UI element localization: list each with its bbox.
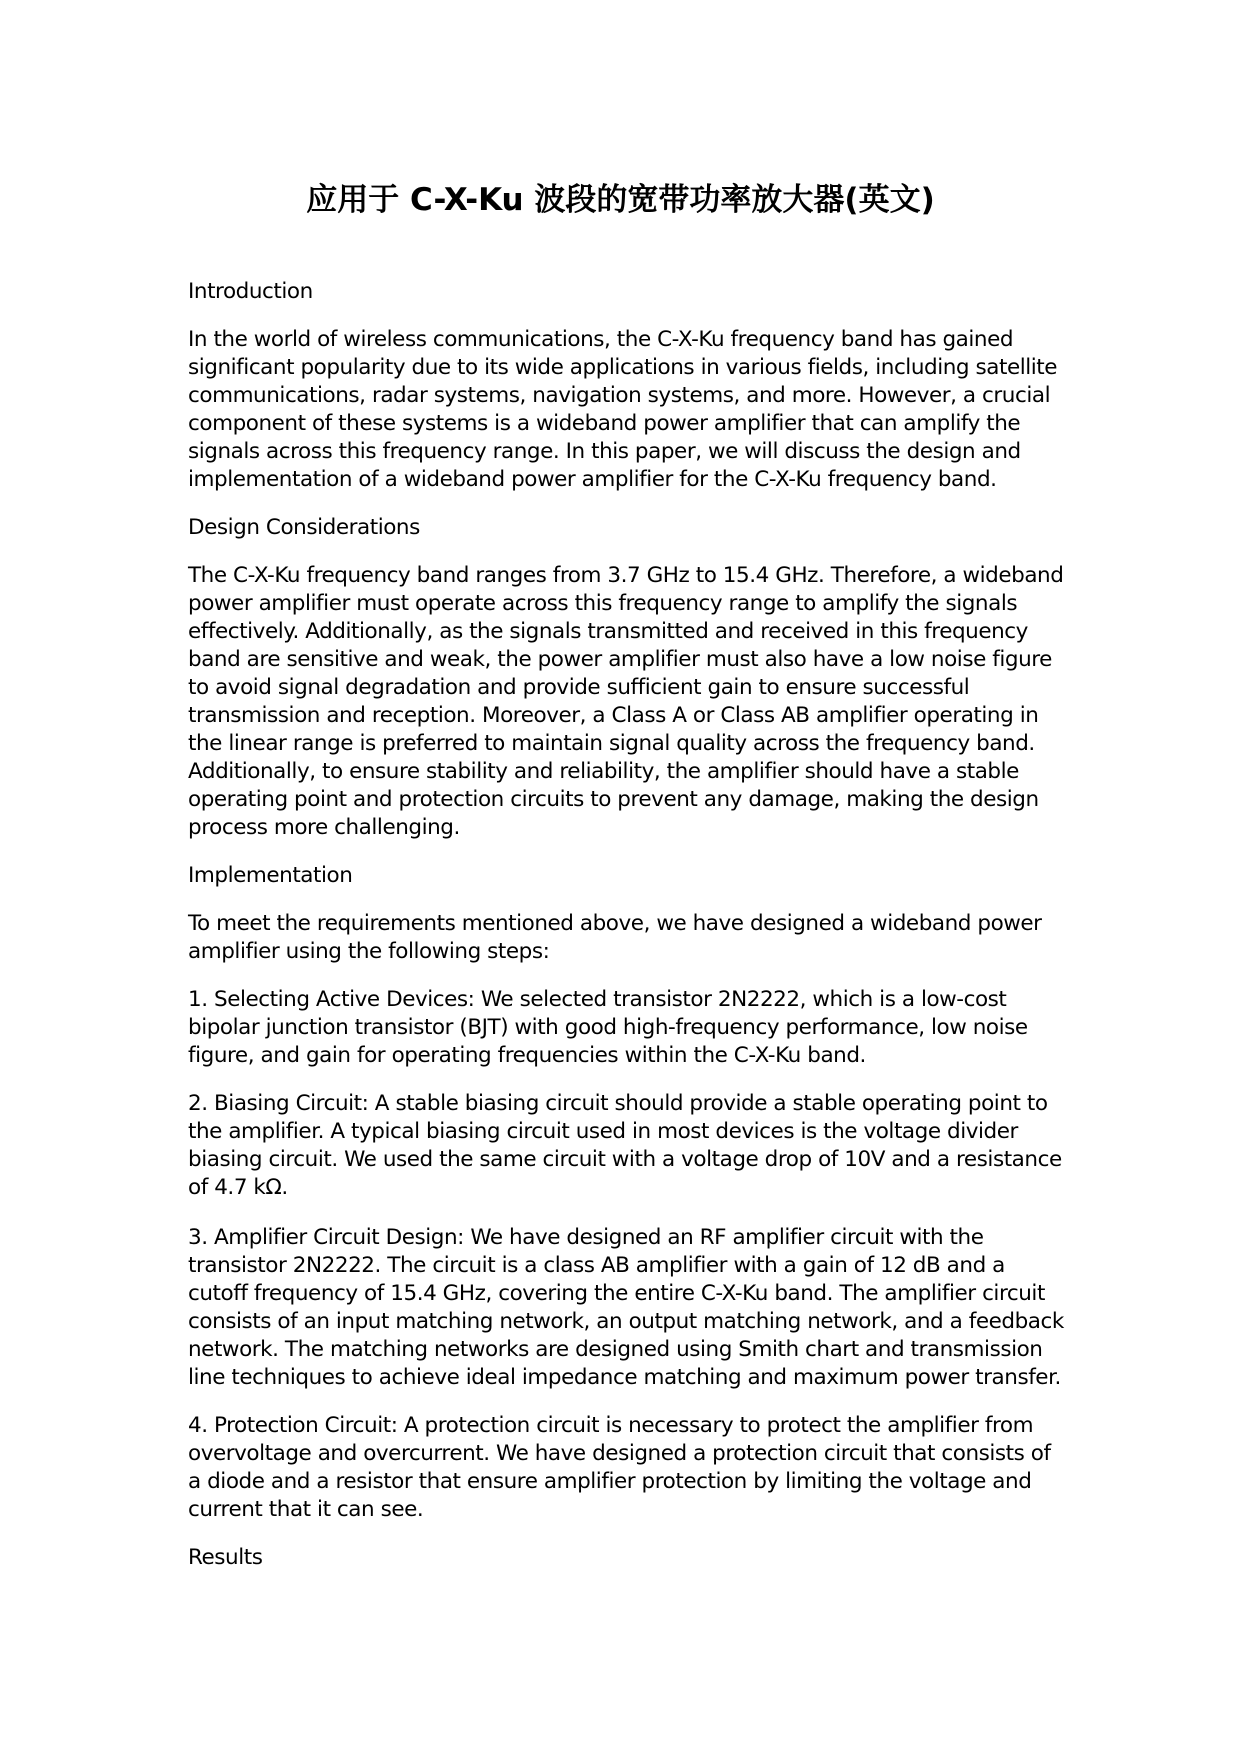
step-1-paragraph: 1. Selecting Active Devices: We selected transistor 2N2222, which is a low-cost bipolar junction transistor (BJT) with good high-frequency performance, low noise figure, and gain for operating frequencies within the C-X-Ku band. (188, 987, 1028, 1068)
implementation-intro-paragraph: To meet the requirements mentioned above, we have designed a wideband power amplifier using the following steps: (188, 911, 1042, 964)
introduction-paragraph: In the world of wireless communications, the C-X-Ku frequency band has gained significant popularity due to its wide applications in various fields, including satellite communications, radar systems, navigation systems, and more. However, a crucial component of these systems is a wideband power amplifier that can amplify the signals across this frequency range. In this paper, we will discuss the design and implementation of a wideband power amplifier for the C-X-Ku frequency band. (188, 327, 1058, 492)
design-considerations-paragraph: The C-X-Ku frequency band ranges from 3.7 GHz to 15.4 GHz. Therefore, a wideband power amplifier must operate across this frequency range to amplify the signals effectively. Additionally, as the signals transmitted and received in this frequency band are sensitive and weak, the power amplifier must also have a low noise figure to avoid signal degradation and provide sufficient gain to ensure successful transmission and reception. Moreover, a Class A or Class AB amplifier operating in the linear range is preferred to maintain signal quality across the frequency band. Additionally, to ensure stability and reliability, the amplifier should have a stable operating point and protection circuits to prevent any damage, making the design process more challenging. (188, 563, 1064, 840)
step-3-paragraph: 3. Amplifier Circuit Design: We have designed an RF amplifier circuit with the transistor 2N2222. The circuit is a class AB amplifier with a gain of 12 dB and a cutoff frequency of 15.4 GHz, covering the entire C-X-Ku band. The amplifier circuit consists of an input matching network, an output matching network, and a feedback network. The matching networks are designed using Smith chart and transmission line techniques to achieve ideal impedance matching and maximum power transfer. (188, 1225, 1064, 1390)
introduction-heading: Introduction (188, 279, 313, 304)
step-2-paragraph: 2. Biasing Circuit: A stable biasing circuit should provide a stable operating point to the amplifier. A typical biasing circuit used in most devices is the voltage divider biasing circuit. We used the same circuit with a voltage drop of 10V and a resistance of 4.7 kΩ. (188, 1091, 1062, 1200)
document-body (188, 278, 1068, 1572)
implementation-heading: Implementation (188, 863, 353, 888)
step-4-paragraph: 4. Protection Circuit: A protection circuit is necessary to protect the amplifier from overvoltage and overcurrent. We have designed a protection circuit that consists of a diode and a resistor that ensure amplifier protection by limiting the voltage and current that it can see. (188, 1413, 1051, 1522)
document-title: 应用于 C-X-Ku 波段的宽带功率放大器(英文) (306, 182, 935, 218)
results-heading: Results (188, 1545, 263, 1570)
design-considerations-heading: Design Considerations (188, 515, 420, 540)
